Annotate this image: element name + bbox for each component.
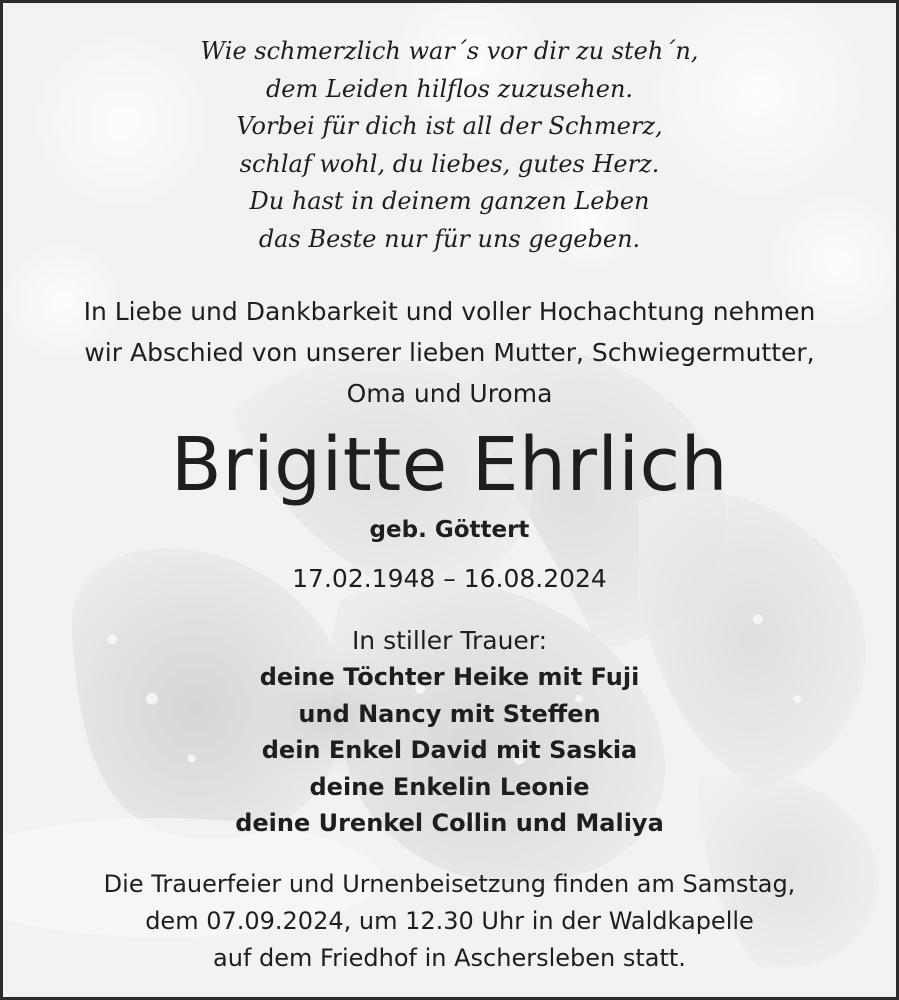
poem-line: schlaf wohl, du liebes, gutes Herz. bbox=[239, 149, 660, 178]
poem-line: Wie schmerzlich war´s vor dir zu steh´n, bbox=[200, 37, 699, 65]
mourner-line: deine Urenkel Collin und Maliya bbox=[235, 809, 664, 837]
farewell-intro bbox=[3, 291, 896, 414]
life-dates: 17.02.1948 – 16.08.2024 bbox=[292, 564, 607, 593]
poem-line: das Beste nur für uns gegeben. bbox=[258, 224, 641, 253]
poem-line: Vorbei für dich ist all der Schmerz, bbox=[236, 112, 663, 140]
ceremony-line: auf dem Friedhof in Aschersleben statt. bbox=[213, 944, 686, 972]
notice-content bbox=[3, 3, 896, 997]
mourner-line: deine Töchter Heike mit Fuji bbox=[259, 663, 640, 691]
ceremony-line: Die Trauerfeier und Urnenbeisetzung finden am Samstag, bbox=[103, 870, 796, 898]
ceremony-line: dem 07.09.2024, um 12.30 Uhr in der Waldkapelle bbox=[145, 907, 754, 935]
birth-name: geb. Göttert bbox=[369, 517, 530, 543]
poem bbox=[3, 33, 896, 258]
mourner-line: deine Enkelin Leonie bbox=[309, 772, 590, 801]
intro-line: Oma und Uroma bbox=[346, 379, 553, 408]
mourners-list bbox=[3, 659, 896, 842]
mourner-line: und Nancy mit Steffen bbox=[298, 699, 601, 728]
mourners-heading: In stiller Trauer: bbox=[351, 626, 548, 655]
mourner-line: dein Enkel David mit Saskia bbox=[261, 736, 638, 764]
poem-line: Du hast in deinem ganzen Leben bbox=[249, 187, 650, 215]
intro-line: In Liebe und Dankbarkeit und voller Hochachtung nehmen bbox=[83, 297, 816, 326]
deceased-name: Brigitte Ehrlich bbox=[170, 422, 729, 508]
poem-line: dem Leiden hilflos zuzusehen. bbox=[265, 74, 634, 103]
funeral-details bbox=[3, 866, 896, 977]
intro-line: wir Abschied von unserer lieben Mutter, Schwiegermutter, bbox=[84, 338, 815, 367]
